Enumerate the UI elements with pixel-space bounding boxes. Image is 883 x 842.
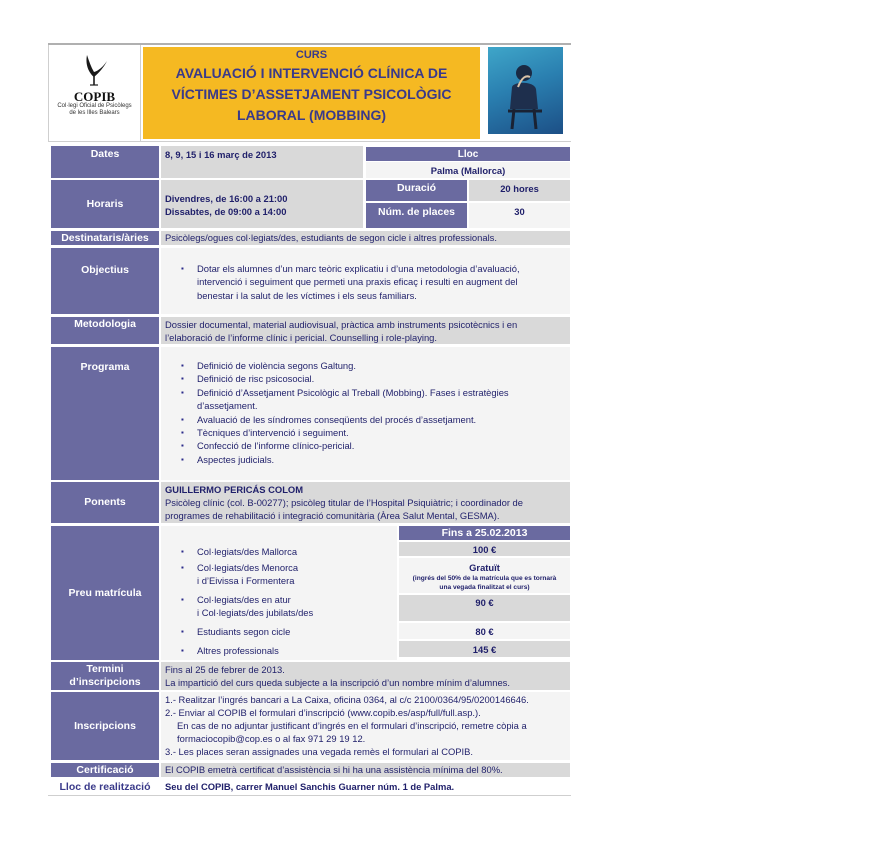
dates-value: 8, 9, 15 i 16 març de 2013 bbox=[161, 146, 363, 178]
programa-list-cont bbox=[161, 413, 570, 467]
title-line-1: AVALUACIÓ I INTERVENCIÓ CLÍNICA DE bbox=[175, 65, 448, 81]
lloc-value: Palma (Mallorca) bbox=[366, 162, 570, 178]
list-item: ▪ Col·legiats/des Menorca bbox=[197, 561, 397, 574]
logo-name: COPIB bbox=[73, 89, 116, 104]
copib-logo-icon bbox=[77, 51, 111, 87]
termini-value bbox=[161, 662, 570, 690]
certificacio-label: Certificació bbox=[51, 763, 159, 777]
preu-item-2-cont: i d’Eivissa i Formentera bbox=[197, 575, 295, 586]
preu-price-2 bbox=[399, 558, 570, 593]
preu-item-3 bbox=[161, 593, 397, 606]
metodologia-label: Metodologia bbox=[51, 317, 159, 344]
programa-continuation: d’assetjament. bbox=[197, 400, 258, 412]
durada-value: 20 hores bbox=[469, 180, 570, 201]
places-label: Núm. de places bbox=[366, 203, 467, 228]
termini-line-1: Fins al 25 de febrer de 2013. bbox=[165, 664, 285, 675]
termini-label bbox=[51, 662, 159, 690]
ponent-line-1: Psicòleg clínic (col. B-00277); psicòleg titular de l’Hospital Psiquiàtric; i coordinador de bbox=[165, 497, 523, 508]
termini-line-2: La impartició del curs queda subjecte a la inscripció d’un nombre mínim d’alumnes. bbox=[165, 677, 510, 688]
destinataris-label: Destinataris/àries bbox=[51, 231, 159, 245]
horaris-line-1: Divendres, de 16:00 a 21:00 bbox=[165, 193, 288, 204]
lloc-label: Lloc bbox=[366, 147, 570, 161]
inscripcions-label: Inscripcions bbox=[51, 692, 159, 760]
preu-item-3-cont: i Col·legiats/des jubilats/des bbox=[197, 607, 314, 618]
preu-price-5: 145 € bbox=[399, 641, 570, 657]
preu-price-2-note-1: (ingrés del 50% de la matrícula que es tornarà bbox=[412, 575, 557, 582]
preu-price-1: 100 € bbox=[399, 542, 570, 556]
list-item: ▪ Avaluació de les síndromes conseqüents del procés d’assetjament. bbox=[197, 413, 570, 426]
logo-subtitle-1: Col·legi Oficial de Psicòlegs bbox=[57, 103, 132, 109]
title-line-3: LABORAL (MOBBING) bbox=[236, 107, 387, 123]
logo-subtitle-2: de les Illes Balears bbox=[69, 110, 120, 116]
list-item: ▪ Aspectes judicials. bbox=[197, 453, 570, 466]
preu-price-4: 80 € bbox=[399, 623, 570, 639]
list-item: ▪ Dotar els alumnes d’un marc teòric explicatiu i d’una metodologia d’avaluació, bbox=[197, 262, 570, 275]
certificacio-value: El COPIB emetrà certificat d’assistència si hi ha una assistència mínima del 80%. bbox=[161, 763, 570, 777]
ponents-label: Ponents bbox=[51, 482, 159, 523]
objectius-value bbox=[161, 248, 570, 314]
preu-fins-header: Fins a 25.02.2013 bbox=[399, 526, 570, 540]
preu-item-5 bbox=[161, 644, 397, 657]
horaris-line-2: Dissabtes, de 09:00 a 14:00 bbox=[165, 206, 287, 217]
list-item: ▪ Definició de risc psicosocial. bbox=[197, 372, 570, 385]
preu-item-4 bbox=[161, 625, 397, 638]
horaris-value bbox=[161, 180, 363, 228]
inscripcions-value bbox=[161, 692, 570, 760]
list-item: ▪ Col·legiats/des en atur bbox=[197, 593, 397, 606]
objectius-line-2: intervenció i seguiment que permeti una praxis eficaç i resulti en augment del bbox=[197, 276, 518, 288]
horaris-label: Horaris bbox=[51, 180, 159, 228]
ponents-value bbox=[161, 482, 570, 523]
termini-label-2: d’inscripcions bbox=[69, 676, 141, 688]
places-value: 30 bbox=[469, 203, 570, 228]
course-kicker: CURS bbox=[295, 49, 328, 61]
programa-label: Programa bbox=[51, 347, 159, 480]
objectius-label: Objectius bbox=[51, 248, 159, 314]
preu-item-2 bbox=[161, 561, 397, 574]
inscripcions-line-4: formaciocopib@cop.es o al fax 971 29 19 12. bbox=[177, 733, 366, 744]
title-line-2: VÍCTIMES D’ASSETJAMENT PSICOLÒGIC bbox=[171, 86, 452, 102]
ponent-name: GUILLERMO PERICÁS COLOM bbox=[165, 484, 304, 495]
list-item: ▪ Col·legiats/des Mallorca bbox=[197, 545, 397, 558]
list-item: ▪ Confecció de l’informe clínico-pericial. bbox=[197, 439, 570, 452]
objectius-line-3: benestar i la salut de les víctimes i els seus familiars. bbox=[197, 289, 417, 301]
logo-box bbox=[48, 45, 141, 142]
inscripcions-line-3: En cas de no adjuntar justificant d’ingrés en el formulari d’inscripció, remetre còpia a bbox=[177, 720, 527, 731]
inscripcions-line-1: 1.- Realitzar l’ingrés bancari a La Caixa, oficina 0364, al c/c 2100/0364/95/0200146646. bbox=[165, 694, 529, 705]
durada-label: Duració bbox=[366, 180, 467, 201]
metodologia-value bbox=[161, 317, 570, 344]
programa-value bbox=[161, 347, 570, 480]
preu-price-2-value: Gratuït bbox=[469, 562, 500, 573]
destinataris-value: Psicòlegs/ogues col·legiats/des, estudiants de segon cicle i altres professionals. bbox=[161, 231, 570, 245]
objectius-list bbox=[161, 262, 570, 275]
lloc-realitzacio-label: Lloc de realització bbox=[59, 781, 151, 793]
preu-price-3: 90 € bbox=[399, 595, 570, 621]
termini-label-1: Termini bbox=[86, 663, 124, 675]
header-photo bbox=[488, 47, 563, 134]
list-item: ▪ Altres professionals bbox=[197, 644, 397, 657]
inscripcions-line-2: 2.- Enviar al COPIB el formulari d’inscripció (www.copib.es/asp/full/full.asp.). bbox=[165, 707, 481, 718]
programa-list bbox=[161, 359, 570, 399]
title-banner bbox=[143, 47, 480, 139]
bottom-rule bbox=[48, 795, 571, 796]
ponent-line-2: programes de rehabilitació i integració comunitària (Àrea Salut Mental, GESMA). bbox=[165, 510, 500, 521]
inscripcions-line-5: 3.- Les places seran assignades una vegada remès el formulari al COPIB. bbox=[165, 746, 473, 757]
lloc-realitzacio-value: Seu del COPIB, carrer Manuel Sanchis Guarner núm. 1 de Palma. bbox=[165, 781, 455, 792]
preu-label: Preu matrícula bbox=[51, 526, 159, 660]
list-item: ▪ Tècniques d’intervenció i seguiment. bbox=[197, 426, 570, 439]
list-item: ▪ Definició d’Assetjament Psicològic al Treball (Mobbing). Fases i estratègies bbox=[197, 386, 570, 399]
preu-price-2-note-2: una vegada finalitzat el curs) bbox=[439, 584, 530, 591]
list-item: ▪ Estudiants segon cicle bbox=[197, 625, 397, 638]
metodologia-line-1: Dossier documental, material audiovisual, pràctica amb instruments psicotècnics i en bbox=[165, 319, 518, 330]
dates-label: Dates bbox=[51, 146, 159, 178]
list-item: ▪ Definició de violència segons Galtung. bbox=[197, 359, 570, 372]
metodologia-line-2: l’elaboració de l’informe clínic i pericial. Counselling i role-playing. bbox=[165, 332, 438, 343]
preu-item-1 bbox=[161, 545, 397, 558]
person-silhouette-icon bbox=[488, 47, 563, 134]
